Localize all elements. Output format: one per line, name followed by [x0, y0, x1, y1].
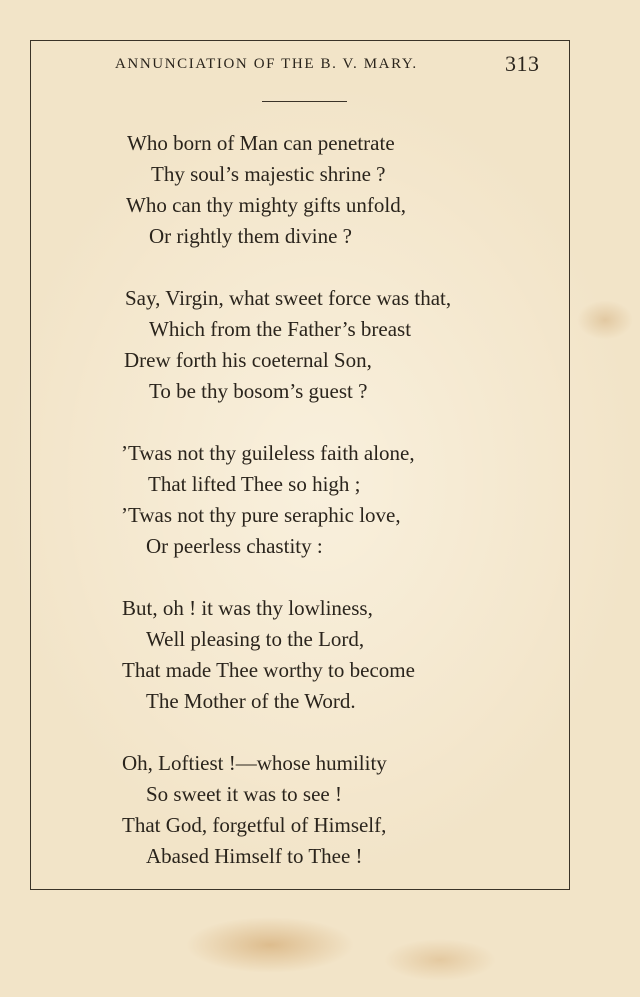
poem-line: But, oh ! it was thy lowliness, [122, 596, 373, 620]
poem-line: Or rightly them divine ? [149, 224, 352, 248]
poem-line: Thy soul’s majestic shrine ? [151, 162, 386, 186]
poem-line: Or peerless chastity : [146, 534, 323, 558]
poem-line: Oh, Loftiest !—whose humility [122, 751, 387, 775]
poem-line: So sweet it was to see ! [146, 782, 342, 806]
header-rule [262, 101, 347, 102]
page-number: 313 [505, 51, 540, 76]
running-head [0, 50, 640, 80]
poem [0, 128, 640, 868]
poem-line: To be thy bosom’s guest ? [149, 379, 368, 403]
poem-line: That God, forgetful of Himself, [122, 813, 387, 837]
poem-line: Well pleasing to the Lord, [146, 627, 365, 651]
running-head-title: ANNUNCIATION OF THE B. V. MARY. [115, 56, 418, 72]
poem-line: Say, Virgin, what sweet force was that, [125, 286, 452, 310]
stanza-4 [0, 593, 640, 717]
poem-line: Who can thy mighty gifts unfold, [126, 193, 406, 217]
poem-line: ’Twas not thy pure seraphic love, [121, 503, 401, 527]
poem-line: Abased Himself to Thee ! [146, 844, 363, 868]
stanza-3 [0, 438, 640, 562]
stanza-1 [0, 128, 640, 252]
poem-line: The Mother of the Word. [146, 689, 356, 713]
stanza-2 [0, 283, 640, 407]
poem-line: Drew forth his coeternal Son, [124, 348, 372, 372]
poem-line: That lifted Thee so high ; [148, 472, 361, 496]
poem-line: Who born of Man can penetrate [127, 131, 395, 155]
poem-line: ’Twas not thy guileless faith alone, [121, 441, 415, 465]
stanza-5 [0, 748, 640, 872]
poem-line: That made Thee worthy to become [122, 658, 415, 682]
poem-line: Which from the Father’s breast [149, 317, 412, 341]
